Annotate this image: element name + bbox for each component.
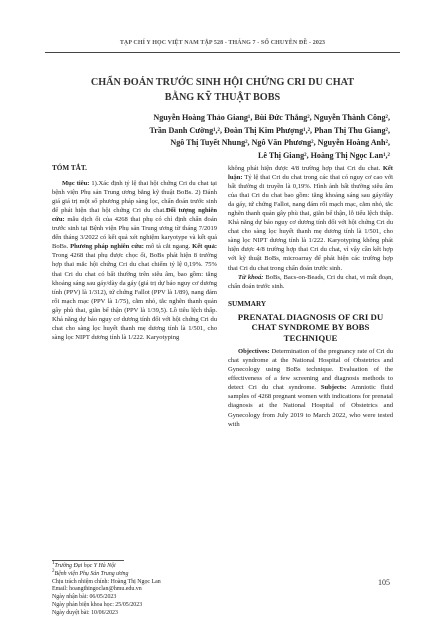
summary-vn-heading: TÓM TẮT.	[52, 164, 87, 172]
keywords	[228, 273, 393, 291]
page-number: 105	[378, 578, 390, 587]
col2-intro: không phát hiện được 4/8 trường hợp thai Cri du chat.	[228, 165, 381, 172]
left-column	[52, 164, 217, 342]
summary-en-abstract	[228, 347, 393, 428]
footnotes	[52, 563, 217, 618]
summary-vn-continued	[228, 164, 393, 273]
en-objectives-text: Determination of the pregnancy rate of Cri du chat syndrome at the National Hospital of Obstetrics and Gynecology using BoBs technique. Evaluation of the effectiveness of a few screening and diagnosis methods to detect Cri du chat syndrome.	[228, 348, 393, 392]
result-text: Trong 4268 thai phụ được chọc ối, BoBs phát hiện 8 trường hợp thai mắc hội chứng Cri du chat chiếm tỷ lệ 0,19%. 75% thai Cri du chat có bất thường trên siêu âm, bao gồm: tăng khoảng sáng sau gáy/dày da gáy (giá trị dự báo nguy cơ dương tính (PPV) là 1/312), tứ chứng Fallot (PPV là 1/89), nang đám rối mạch mạc (PPV là 1/75), cằm nhỏ, tắc nghẽn thanh quản gây phù thai, giãn bể thận (PPV là 1/39,5). Lồ tiêu lệch thấp. Khả năng dự báo nguy cơ dương tính đối với hội chứng Cri du chat cho sàng lọc huyết thanh mẹ dương tính là 1/501, cho sàng lọc NIPT dương tính là 1/222. Karyotyping	[52, 252, 217, 341]
subjects-text: mẫu dịch ối của 4268 thai phụ có chỉ định chẩn đoán trước sinh tại Bệnh viện Phụ sản Trung ương từ tháng 7/2019 đến tháng 3/2022 có kết quả xét nghiệm karyotype và kết quả BoBs.	[52, 216, 217, 251]
en-subjects-text: Amniotic fluid samples of 4268 pregnant women with indications for prenatal diagnosis at the National Hospital of Obstetrics and Gynecology from July 2019 to March 2022, who were tested with	[228, 384, 393, 428]
corresponding-author: Chịu trách nhiệm chính: Hoàng Thị Ngọc Lan	[52, 578, 161, 585]
authors-line-3: Ngô Thị Tuyết Nhung², Ngô Văn Phương², Nguyễn Hoàng Anh²,	[170, 138, 390, 147]
objective-text: 1).Xác định tỷ lệ thai hội chứng Cri du chat tại bệnh viện Phụ sản Trung ương bằng kỹ thuật BoBs. 2) Đánh giá giá trị một số phương pháp sàng lọc, chẩn đoán trước sinh để phát hiện thai hội chứng Cri du chat.	[52, 180, 217, 215]
authors-line-2: Trần Danh Cường¹,², Đoàn Thị Kim Phượng¹,², Phan Thị Thu Giang²,	[149, 125, 390, 135]
authors-line-1: Nguyễn Hoàng Thảo Giang¹, Bùi Đức Thắng², Nguyễn Thành Công²,	[153, 113, 390, 122]
email: Email: hoangthingoclan@hmu.edu.vn	[52, 586, 142, 593]
method-label: Phương pháp nghiên cứu:	[70, 243, 144, 251]
right-column	[228, 164, 393, 429]
summary-vn-abstract	[52, 179, 217, 342]
title-line-2: BẰNG KỸ THUẬT BOBS	[164, 92, 281, 103]
header-rule	[45, 52, 400, 53]
keywords-label: Từ khoá:	[238, 273, 264, 281]
title-line-1: CHẨN ĐOÁN TRƯỚC SINH HỘI CHỨNG CRI DU CHAT	[90, 77, 355, 88]
affiliation-2: $^2$Bệnh viện Phụ Sản Trung ương	[52, 568, 129, 577]
date-reviewed: Ngày phản biện khoa học: 25/05/2023	[52, 601, 143, 608]
footnote-rule	[52, 560, 124, 561]
english-title: PRENATAL DIAGNOSIS OF CRI DU CHAT SYNDROME BY BOBS TECHNIQUE	[237, 311, 384, 343]
article-title	[60, 75, 385, 105]
method-text: mô tả cắt ngang.	[143, 243, 191, 251]
authors-line-4: Lê Thị Giang², Hoàng Thị Ngọc Lan¹,²	[257, 150, 390, 160]
conclusion-label: Kết luận:	[228, 165, 393, 182]
date-received: Ngày nhận bài: 06/05/2023	[52, 594, 117, 601]
result-label: Kết quả:	[192, 243, 218, 251]
objective-label: Mục tiêu:	[62, 180, 90, 188]
affiliation-1: $^1$Trường Đại học Y Hà Nội	[52, 561, 116, 569]
subjects-label: Đối tượng nghiên cứu:	[52, 207, 217, 224]
summary-en-heading: SUMMARY	[228, 299, 267, 308]
journal-header: TẠP CHÍ Y HỌC VIỆT NAM TẬP 528 - THÁNG 7 - SỐ CHUYÊN ĐỀ - 2023	[119, 40, 326, 46]
en-objectives-label: Objectives:	[238, 348, 270, 356]
author-list	[70, 112, 390, 162]
conclusion-text: Tỷ lệ thai Cri du chat trong các thai có nguy cơ cao với bất thường di truyền là 0,19%. Hình ảnh bất thường siêu âm của thai Cri du chat bao gồm: tăng khoảng sáng sau gáy/dày da gáy, tứ chứng Fallot, nang đám rối mạch mạc, cằm nhỏ, tắc nghẽn thanh quản gây phù thai, giãn bể thận, lỗ tiểu lệch thấp. Khả năng dự báo nguy cơ dương tính đối với hội chứng Cri du chat cho sàng lọc huyết thanh mẹ dương tính là 1/501, cho sàng lọc NIPT dương tính là 1/222. Karyotyping không phát hiện được 4/8 trường hợp thai Cri du chat, vì vậy cần kết hợp với kỹ thuật BoBs, microarray để phát hiện các trường hợp thai Cri du chat trong chẩn đoán trước sinh.	[228, 174, 393, 272]
date-accepted: Ngày duyệt bài: 10/06/2023	[52, 609, 118, 616]
keywords-text: BoBs, Bacs-on-Beads, Cri du chat, vi mất đoạn, chẩn đoán trước sinh.	[228, 273, 394, 290]
en-subjects-label: Subjects:	[320, 384, 347, 392]
